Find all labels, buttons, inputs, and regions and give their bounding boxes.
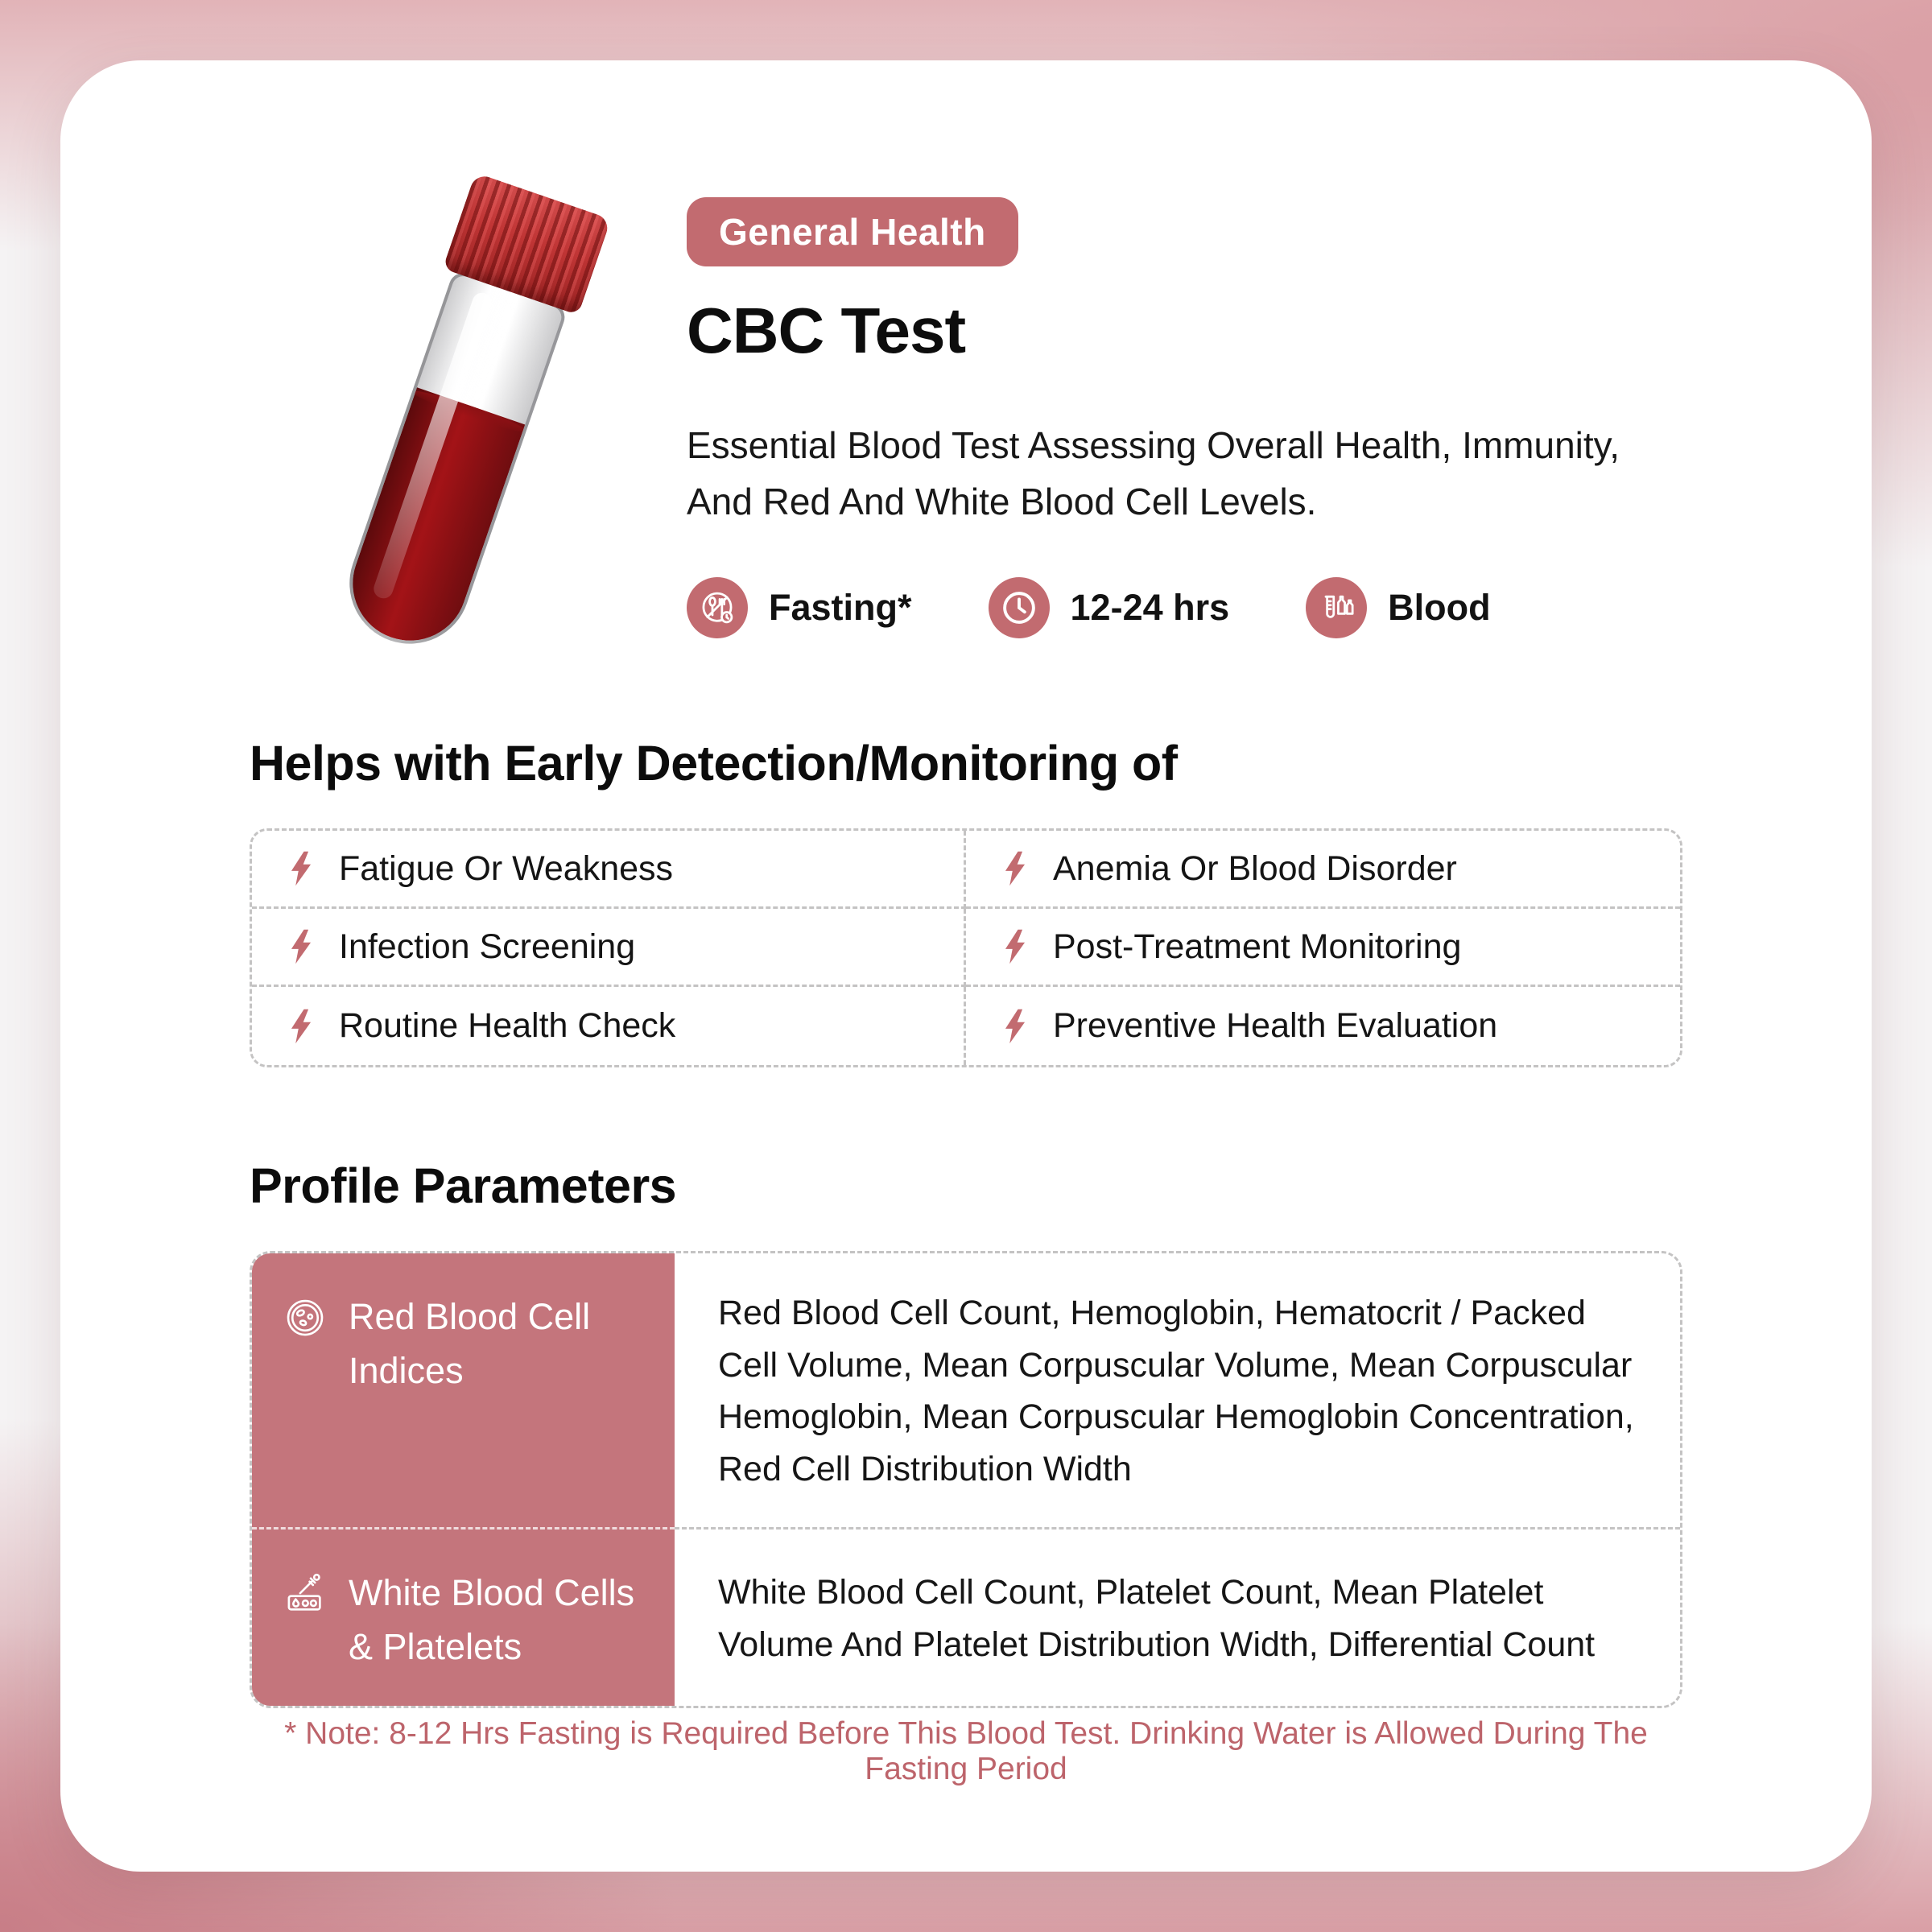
detection-item: Fatigue Or Weakness [252,831,966,909]
tube-glass [333,269,568,660]
meta-item-duration [989,577,1230,638]
hero-section [250,181,1682,664]
meta-item-fasting [687,577,912,638]
bolt-icon [1001,928,1029,965]
detection-item: Anemia Or Blood Disorder [966,831,1680,909]
parameter-row-label: White Blood Cells & Platelets [252,1530,675,1706]
category-badge: General Health [687,197,1018,266]
bolt-icon [287,928,315,965]
fasting-note: * Note: 8-12 Hrs Fasting is Required Before This Blood Test. Drinking Water is Allowed During The Fasting Period [284,1716,1648,1786]
clock-icon [989,577,1050,638]
detection-heading: Helps with Early Detection/Monitoring of [250,736,1178,791]
bolt-icon [287,850,315,887]
test-description: Essential Blood Test Assessing Overall Health, Immunity, And Red And White Blood Cell Levels. [687,424,1620,522]
parameter-row-value: White Blood Cell Count, Platelet Count, Mean Platelet Volume And Platelet Distribution Width, Differential Count [675,1530,1680,1706]
bolt-icon [287,1008,315,1045]
detection-item: Infection Screening [252,909,966,987]
blood-test-tube-image [302,181,664,664]
parameter-row-value: Red Blood Cell Count, Hemoglobin, Hematocrit / Packed Cell Volume, Mean Corpuscular Volume, Mean Corpuscular Hemoglobin, Mean Corpuscular Hemoglobin Concentration, Red Cell Distribution Width [675,1253,1680,1530]
meta-label: 12-24 hrs [1070,586,1230,628]
parameter-row-label: Red Blood Cell Indices [252,1253,675,1530]
bolt-icon [1001,850,1029,887]
meta-label: Blood [1388,586,1491,628]
hero-text [687,181,1637,638]
fasting-icon [687,577,748,638]
blood-sample-icon [1306,577,1367,638]
meta-item-sample [1306,577,1490,638]
meta-row [687,577,1637,638]
page-title: CBC Test [687,295,966,366]
detection-item: Routine Health Check [252,987,966,1065]
pipette-tray-icon [283,1571,328,1616]
parameters-heading: Profile Parameters [250,1158,677,1213]
detection-item: Preventive Health Evaluation [966,987,1680,1065]
detection-item: Post-Treatment Monitoring [966,909,1680,987]
bolt-icon [1001,1008,1029,1045]
red-blood-cell-icon [283,1295,328,1340]
meta-label: Fasting* [769,586,912,628]
parameters-table [250,1251,1682,1708]
detection-grid [250,828,1682,1067]
info-card [60,60,1872,1872]
